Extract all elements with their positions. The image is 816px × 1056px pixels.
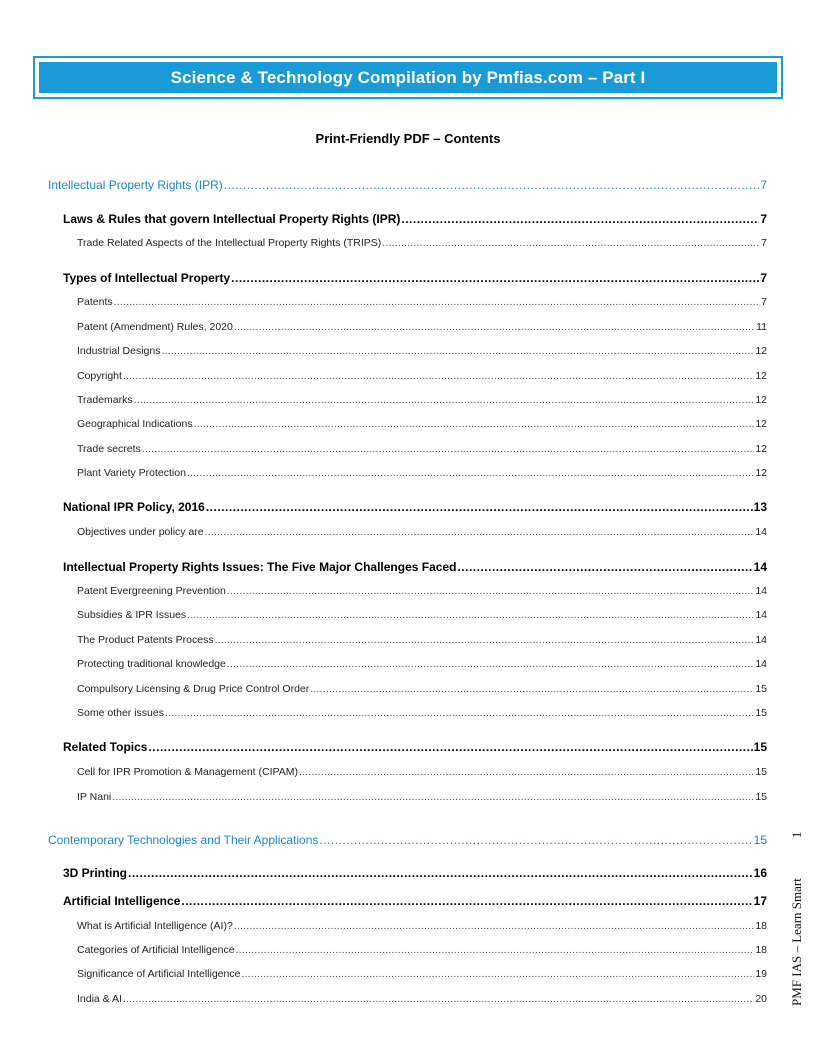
toc-leader-dots <box>142 443 755 455</box>
toc-entry[interactable] <box>63 866 767 880</box>
toc-entry-page: 14 <box>755 634 767 646</box>
toc-entry-page: 16 <box>753 866 767 880</box>
toc-entry-page: 15 <box>753 740 767 754</box>
toc-entry[interactable] <box>77 944 767 956</box>
toc-entry-title: Subsidies & IPR Issues <box>77 609 187 621</box>
toc-entry-title: Laws & Rules that govern Intellectual Property Rights (IPR) <box>63 212 401 226</box>
page-number: 1 <box>789 831 804 839</box>
toc-entry-page: 18 <box>755 920 767 932</box>
toc-entry-title: Categories of Artificial Intelligence <box>77 944 235 956</box>
toc-leader-dots <box>227 585 754 597</box>
toc-leader-dots <box>319 833 752 847</box>
toc-entry-title: Industrial Designs <box>77 345 161 357</box>
toc-leader-dots <box>234 321 755 333</box>
toc-leader-dots <box>123 370 754 382</box>
toc-entry-page: 12 <box>755 418 767 430</box>
toc-entry-page: 19 <box>755 968 767 980</box>
toc-leader-dots <box>114 296 761 308</box>
toc-entry[interactable] <box>77 370 767 382</box>
toc-entry[interactable] <box>77 345 767 357</box>
toc-entry[interactable] <box>77 766 767 778</box>
toc-entry-page: 12 <box>755 467 767 479</box>
toc-leader-dots <box>299 766 754 778</box>
toc-leader-dots <box>241 968 754 980</box>
toc-entry-title: Trade secrets <box>77 443 141 455</box>
toc-entry-title: Protecting traditional knowledge <box>77 658 226 670</box>
toc-entry-title: Artificial Intelligence <box>63 894 181 908</box>
toc-entry[interactable] <box>48 833 767 847</box>
toc-leader-dots <box>128 866 753 880</box>
toc-entry-page: 18 <box>755 944 767 956</box>
toc-leader-dots <box>236 944 755 956</box>
toc-entry[interactable] <box>63 212 767 226</box>
toc-entry-page: 15 <box>755 683 767 695</box>
toc-leader-dots <box>112 791 754 803</box>
toc-entry-page: 14 <box>753 560 767 574</box>
toc-leader-dots <box>382 237 760 249</box>
toc-leader-dots <box>123 993 754 1005</box>
toc-entry-page: 12 <box>755 394 767 406</box>
toc-entry-page: 20 <box>755 993 767 1005</box>
toc-entry-title: 3D Printing <box>63 866 128 880</box>
toc-entry[interactable] <box>77 418 767 430</box>
toc-entry[interactable] <box>77 394 767 406</box>
toc-entry-title: Plant Variety Protection <box>77 467 186 479</box>
toc-leader-dots <box>310 683 754 695</box>
toc-leader-dots <box>194 418 755 430</box>
toc-entry-title: National IPR Policy, 2016 <box>63 500 205 514</box>
toc-entry-page: 14 <box>755 658 767 670</box>
toc-leader-dots <box>231 271 759 285</box>
toc-entry[interactable] <box>77 658 767 670</box>
toc-entry-title: Some other issues <box>77 707 164 719</box>
toc-leader-dots <box>187 609 754 621</box>
page-footer <box>789 832 805 1006</box>
toc-entry-page: 12 <box>755 345 767 357</box>
toc-entry[interactable] <box>77 296 767 308</box>
toc-entry[interactable] <box>77 993 767 1005</box>
toc-entry[interactable] <box>77 968 767 980</box>
toc-entry-page: 7 <box>760 212 767 226</box>
toc-entry-title: Intellectual Property Rights (IPR) <box>48 178 223 192</box>
footer-text: PMF IAS – Learn Smart <box>789 878 804 1006</box>
toc-entry[interactable] <box>77 707 767 719</box>
toc-leader-dots <box>234 920 755 932</box>
toc-entry-title: Cell for IPR Promotion & Management (CIPAM) <box>77 766 298 778</box>
toc-entry-page: 13 <box>753 500 767 514</box>
toc-leader-dots <box>187 467 754 479</box>
toc-entry-title: Geographical Indications <box>77 418 193 430</box>
toc-entry[interactable] <box>63 271 767 285</box>
toc-entry-page: 17 <box>753 894 767 908</box>
toc-entry[interactable] <box>63 740 767 754</box>
toc-entry-title: Objectives under policy are <box>77 526 204 538</box>
toc-entry-title: Patents <box>77 296 113 308</box>
toc-leader-dots <box>224 178 760 192</box>
contents-heading: Print-Friendly PDF – Contents <box>315 131 501 146</box>
toc-entry-title: Patent Evergreening Prevention <box>77 585 226 597</box>
toc-entry-title: Trademarks <box>77 394 133 406</box>
document-title: Science & Technology Compilation by Pmfias.com – Part I <box>170 67 646 87</box>
toc-entry-title: Intellectual Property Rights Issues: The Five Major Challenges Faced <box>63 560 457 574</box>
toc-entry[interactable] <box>48 178 767 192</box>
toc-entry-title: Types of Intellectual Property <box>63 271 231 285</box>
toc-entry-page: 7 <box>760 271 767 285</box>
toc-entry-title: Compulsory Licensing & Drug Price Control Order <box>77 683 310 695</box>
toc-entry-title: The Product Patents Process <box>77 634 214 646</box>
toc-entry-page: 7 <box>760 178 767 192</box>
toc-entry-title: Patent (Amendment) Rules, 2020 <box>77 321 233 333</box>
toc-leader-dots <box>165 707 754 719</box>
toc-entry-title: Contemporary Technologies and Their Applications <box>48 833 319 847</box>
toc-entry[interactable] <box>77 634 767 646</box>
toc-entry-title: Significance of Artificial Intelligence <box>77 968 241 980</box>
toc-entry-page: 14 <box>755 526 767 538</box>
toc-entry[interactable] <box>63 500 767 514</box>
toc-entry-page: 15 <box>755 707 767 719</box>
toc-entry-title: IP Nani <box>77 791 112 803</box>
toc-leader-dots <box>215 634 755 646</box>
toc-entry-title: Copyright <box>77 370 122 382</box>
toc-entry-page: 14 <box>755 609 767 621</box>
toc-leader-dots <box>206 500 753 514</box>
toc-entry[interactable] <box>77 683 767 695</box>
toc-entry-page: 14 <box>755 585 767 597</box>
toc-entry-page: 15 <box>753 833 767 847</box>
toc-entry[interactable] <box>77 585 767 597</box>
toc-entry-title: Related Topics <box>63 740 148 754</box>
toc-entry[interactable] <box>63 560 767 574</box>
toc-entry-page: 12 <box>755 443 767 455</box>
toc-leader-dots <box>401 212 759 226</box>
toc-entry-page: 11 <box>756 321 767 333</box>
toc-entry[interactable] <box>77 321 767 333</box>
toc-entry[interactable] <box>77 526 767 538</box>
toc-entry-title: What is Artificial Intelligence (AI)? <box>77 920 233 932</box>
toc-leader-dots <box>457 560 752 574</box>
toc-entry-title: India & AI <box>77 993 122 1005</box>
toc-leader-dots <box>161 345 754 357</box>
toc-entry-page: 7 <box>761 237 767 249</box>
toc-entry-page: 15 <box>755 791 767 803</box>
toc-leader-dots <box>181 894 752 908</box>
toc-entry[interactable] <box>77 920 767 932</box>
toc-entry-title: Trade Related Aspects of the Intellectual Property Rights (TRIPS) <box>77 237 382 249</box>
toc-entry[interactable] <box>77 237 767 249</box>
toc-entry-page: 7 <box>761 296 767 308</box>
toc-entry-page: 12 <box>755 370 767 382</box>
toc-entry-page: 15 <box>755 766 767 778</box>
toc-entry[interactable] <box>63 894 767 908</box>
toc-entry[interactable] <box>77 443 767 455</box>
toc-leader-dots <box>205 526 755 538</box>
toc-leader-dots <box>134 394 755 406</box>
toc-leader-dots <box>227 658 754 670</box>
toc-entry[interactable] <box>77 791 767 803</box>
toc-leader-dots <box>148 740 752 754</box>
toc-entry[interactable] <box>77 467 767 479</box>
toc-entry[interactable] <box>77 609 767 621</box>
